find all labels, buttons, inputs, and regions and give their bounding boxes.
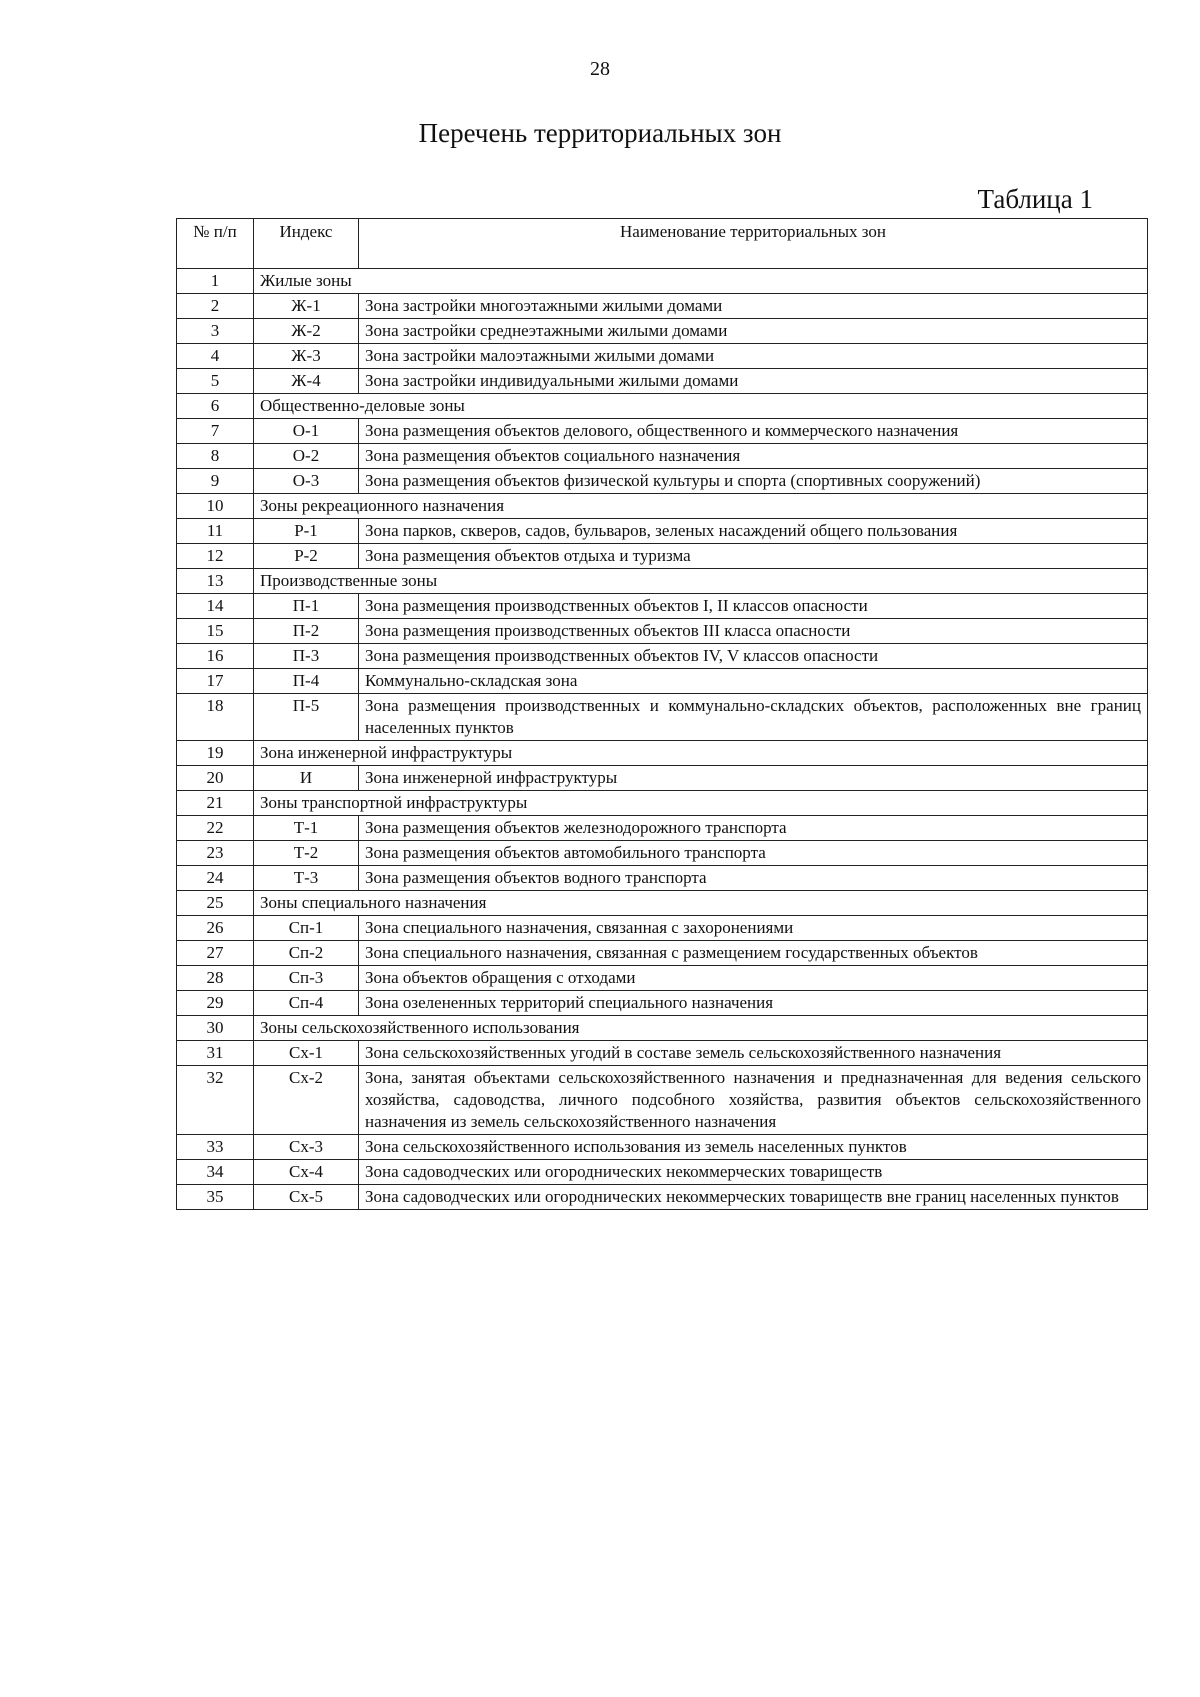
row-number: 3 [177,319,254,344]
zone-index: Сх-1 [254,1041,359,1066]
row-number: 20 [177,766,254,791]
zone-index: П-5 [254,694,359,741]
table-row [177,619,1148,644]
row-number: 31 [177,1041,254,1066]
table-row [177,369,1148,394]
row-number: 29 [177,991,254,1016]
row-number: 6 [177,394,254,419]
table-row [177,1160,1148,1185]
zone-name: Зона размещения объектов железнодорожного транспорта [359,816,1148,841]
zone-index: П-2 [254,619,359,644]
zone-name: Зона садоводческих или огороднических некоммерческих товариществ [359,1160,1148,1185]
zone-name: Зона размещения производственных объектов I, II классов опасности [359,594,1148,619]
row-number: 8 [177,444,254,469]
zone-name: Зона размещения производственных объектов III класса опасности [359,619,1148,644]
row-number: 2 [177,294,254,319]
zone-name: Зона застройки среднеэтажными жилыми домами [359,319,1148,344]
zone-index: Ж-2 [254,319,359,344]
table-row [177,419,1148,444]
zone-name: Зона сельскохозяйственных угодий в составе земель сельскохозяйственного назначения [359,1041,1148,1066]
zone-index: Т-1 [254,816,359,841]
zone-name: Зона инженерной инфраструктуры [359,766,1148,791]
zone-name: Коммунально-складская зона [359,669,1148,694]
table-row [177,694,1148,741]
table-group-row [177,269,1148,294]
table-row [177,344,1148,369]
table-row [177,966,1148,991]
table-row [177,294,1148,319]
row-number: 27 [177,941,254,966]
zone-name: Зона размещения объектов отдыха и туризма [359,544,1148,569]
zone-name: Зона размещения объектов автомобильного транспорта [359,841,1148,866]
table-group-row [177,891,1148,916]
zone-index: Сп-2 [254,941,359,966]
table-header-row [177,219,1148,269]
zone-group-label: Зоны рекреационного назначения [254,494,1148,519]
row-number: 35 [177,1185,254,1210]
row-number: 11 [177,519,254,544]
zone-name: Зона размещения объектов делового, общественного и коммерческого назначения [359,419,1148,444]
zone-name: Зона застройки многоэтажными жилыми домами [359,294,1148,319]
zones-table [176,218,1148,1210]
zone-name: Зона специального назначения, связанная с размещением государственных объектов [359,941,1148,966]
zone-index: Сх-3 [254,1135,359,1160]
table-group-row [177,1016,1148,1041]
row-number: 15 [177,619,254,644]
row-number: 5 [177,369,254,394]
table-row [177,1041,1148,1066]
table-row [177,444,1148,469]
page-number: 28 [590,58,610,80]
row-number: 18 [177,694,254,741]
row-number: 13 [177,569,254,594]
table-group-row [177,791,1148,816]
zone-index: Р-2 [254,544,359,569]
table-row [177,841,1148,866]
table-group-row [177,741,1148,766]
zone-group-label: Зоны специального назначения [254,891,1148,916]
zone-name: Зона сельскохозяйственного использования из земель населенных пунктов [359,1135,1148,1160]
row-number: 34 [177,1160,254,1185]
row-number: 24 [177,866,254,891]
page-title: Перечень территориальных зон [418,118,782,148]
table-row [177,319,1148,344]
zone-index: П-3 [254,644,359,669]
zone-group-label: Зоны транспортной инфраструктуры [254,791,1148,816]
row-number: 16 [177,644,254,669]
zone-index: Сх-5 [254,1185,359,1210]
zone-index: Ж-4 [254,369,359,394]
zone-name: Зона специального назначения, связанная с захоронениями [359,916,1148,941]
row-number: 12 [177,544,254,569]
row-number: 14 [177,594,254,619]
zone-index: Сп-3 [254,966,359,991]
zone-name: Зона садоводческих или огороднических некоммерческих товариществ вне границ населенных пунктов [359,1185,1148,1210]
table-row [177,594,1148,619]
row-number: 10 [177,494,254,519]
table-group-row [177,494,1148,519]
zone-index: И [254,766,359,791]
row-number: 28 [177,966,254,991]
row-number: 17 [177,669,254,694]
zone-index: О-1 [254,419,359,444]
table-row [177,1135,1148,1160]
header-zone-name: Наименование территориальных зон [359,219,1148,269]
table-row [177,766,1148,791]
row-number: 19 [177,741,254,766]
row-number: 33 [177,1135,254,1160]
zone-group-label: Зоны сельскохозяйственного использования [254,1016,1148,1041]
table-caption: Таблица 1 [977,184,1093,214]
table-group-row [177,569,1148,594]
zone-index: П-1 [254,594,359,619]
table-row [177,644,1148,669]
zone-index: Т-3 [254,866,359,891]
table-row [177,469,1148,494]
row-number: 9 [177,469,254,494]
zone-name: Зона парков, скверов, садов, бульваров, зеленых насаждений общего пользования [359,519,1148,544]
table-row [177,669,1148,694]
zone-group-label: Общественно-деловые зоны [254,394,1148,419]
table-row [177,916,1148,941]
zone-index: П-4 [254,669,359,694]
zone-group-label: Зона инженерной инфраструктуры [254,741,1148,766]
row-number: 22 [177,816,254,841]
zone-index: Т-2 [254,841,359,866]
zone-index: Сх-4 [254,1160,359,1185]
row-number: 26 [177,916,254,941]
table-row [177,866,1148,891]
zone-name: Зона размещения объектов социального назначения [359,444,1148,469]
zone-index: Ж-3 [254,344,359,369]
zone-index: Сх-2 [254,1066,359,1135]
table-group-row [177,394,1148,419]
table-row [177,991,1148,1016]
row-number: 1 [177,269,254,294]
row-number: 25 [177,891,254,916]
zone-group-label: Производственные зоны [254,569,1148,594]
zone-index: Р-1 [254,519,359,544]
row-number: 30 [177,1016,254,1041]
zone-name: Зона озелененных территорий специального назначения [359,991,1148,1016]
table-row [177,519,1148,544]
row-number: 4 [177,344,254,369]
zone-name: Зона размещения объектов водного транспорта [359,866,1148,891]
row-number: 32 [177,1066,254,1135]
table-row [177,816,1148,841]
row-number: 7 [177,419,254,444]
zone-name: Зона объектов обращения с отходами [359,966,1148,991]
zone-name: Зона размещения производственных и коммунально-складских объектов, расположенных вне границ населенных пунктов [359,694,1148,741]
table-row [177,544,1148,569]
zone-name: Зона размещения объектов физической культуры и спорта (спортивных сооружений) [359,469,1148,494]
zone-name: Зона застройки индивидуальными жилыми домами [359,369,1148,394]
zone-index: Ж-1 [254,294,359,319]
header-number: № п/п [177,219,254,269]
table-row [177,941,1148,966]
zone-name: Зона размещения производственных объектов IV, V классов опасности [359,644,1148,669]
header-index: Индекс [254,219,359,269]
zones-table-body [177,269,1148,1210]
zone-index: О-3 [254,469,359,494]
zone-index: О-2 [254,444,359,469]
zone-index: Сп-4 [254,991,359,1016]
row-number: 23 [177,841,254,866]
table-row [177,1066,1148,1135]
zone-name: Зона, занятая объектами сельскохозяйственного назначения и предназначенная для ведения сельского хозяйства, садоводства, личного подсобного хозяйства, развития объектов сельскохозяйственного назначения из земель сельскохозяйственного назначения [359,1066,1148,1135]
row-number: 21 [177,791,254,816]
table-row [177,1185,1148,1210]
zone-index: Сп-1 [254,916,359,941]
zone-name: Зона застройки малоэтажными жилыми домами [359,344,1148,369]
zone-group-label: Жилые зоны [254,269,1148,294]
